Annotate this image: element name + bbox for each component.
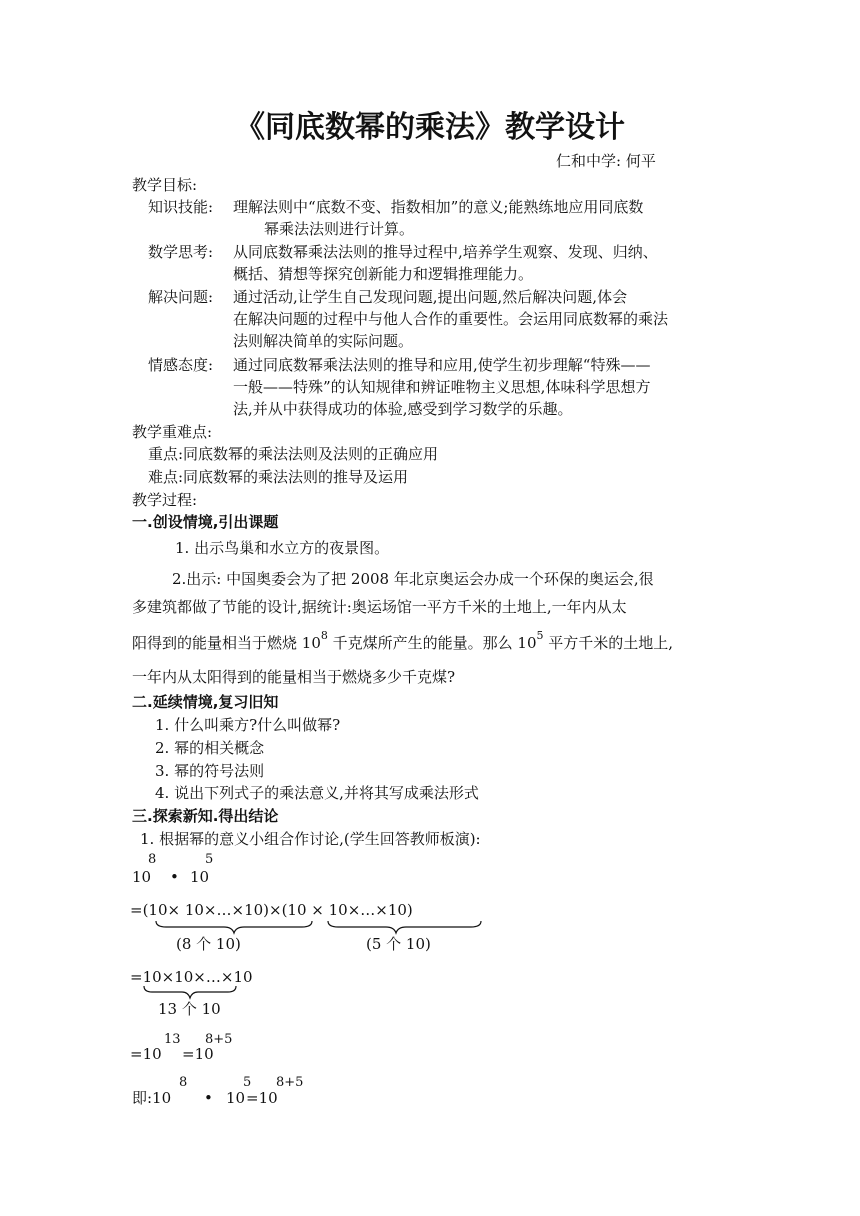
keypoint-text: 重点:同底数幂的乘法法则及法则的正确应用 (148, 445, 439, 463)
objective-text: 理解法则中“底数不变、指数相加”的意义;能熟练地应用同底数 (233, 198, 644, 216)
math-conclusion: 即:10 (132, 1089, 172, 1107)
objective-label: 数学思考: (148, 243, 214, 261)
math-product-line: =10×10×…×10 (130, 968, 253, 986)
objectives-heading: 教学目标: (132, 176, 198, 194)
exponent: 8 (148, 852, 157, 867)
objective-label: 情感态度: (148, 356, 214, 374)
section-heading-3: 三.探索新知.得出结论 (132, 807, 279, 825)
list-item: 2. 幂的相关概念 (155, 739, 265, 757)
exponent: 8+5 (276, 1075, 304, 1090)
brace-label: (5 个 10) (366, 935, 431, 953)
exponent: 5 (205, 852, 214, 867)
math-line: =10 (182, 1045, 214, 1063)
objective-text: 法则解决简单的实际问题。 (233, 332, 414, 350)
objective-label: 解决问题: (148, 288, 214, 306)
objective-text: 通过活动,让学生自己发现问题,提出问题,然后解决问题,体会 (233, 288, 628, 306)
math-conclusion: =10 (246, 1089, 278, 1107)
objective-text: 幂乘法法则进行计算。 (264, 220, 415, 238)
math-dot: • (204, 1089, 213, 1107)
brace-label: 13 个 10 (158, 1000, 221, 1018)
objective-text: 一般——特殊”的认知规律和辨证唯物主义思想,体味科学思想方 (233, 378, 651, 396)
keypoints-heading: 教学重难点: (132, 423, 213, 441)
section-heading-1: 一.创设情境,引出课题 (132, 513, 279, 531)
section-heading-2: 二.延续情境,复习旧知 (132, 693, 279, 711)
list-item: 1. 根据幂的意义小组合作讨论,(学生回答教师板演): (140, 830, 481, 848)
list-item: 1. 什么叫乘方?什么叫做幂? (155, 716, 341, 734)
exponent: 13 (164, 1032, 181, 1047)
document-title: 《同底数幂的乘法》教学设计 (235, 110, 625, 145)
objective-text: 通过同底数幂乘法法则的推导和应用,使学生初步理解“特殊—— (233, 356, 651, 374)
paragraph-line-with-powers: 阳得到的能量相当于燃烧 $10^8$ 千克煤所产生的能量。那么 $10^5$ 平方千米的土地上, (132, 629, 674, 652)
author-line: 仁和中学: 何平 (556, 152, 656, 170)
objective-text: 概括、猜想等探究创新能力和逻辑推理能力。 (233, 265, 534, 283)
difficulty-text: 难点:同底数幂的乘法法则的推导及运用 (148, 468, 409, 486)
objective-text: 在解决问题的过程中与他人合作的重要性。会运用同底数幂的乘法 (233, 310, 669, 328)
math-conclusion: 10 (226, 1089, 246, 1107)
list-item: 1. 出示鸟巢和水立方的夜景图。 (175, 539, 390, 557)
math-base: 10 (190, 868, 210, 886)
objective-text: 法,并从中获得成功的体验,感受到学习数学的乐趣。 (233, 400, 573, 418)
paragraph-line: 2.出示: 中国奥委会为了把 2008 年北京奥运会办成一个环保的奥运会,很 (172, 570, 654, 588)
exponent: 5 (536, 629, 544, 642)
math-line: =10 (130, 1045, 162, 1063)
objective-label: 知识技能: (148, 198, 214, 216)
math-dot: • (170, 868, 179, 886)
paragraph-line: 一年内从太阳得到的能量相当于燃烧多少千克煤? (132, 668, 456, 686)
math-expansion-line: =(10× 10×…×10)×(10 × 10×…×10) (130, 901, 413, 919)
brace-label: (8 个 10) (176, 935, 241, 953)
list-item: 3. 幂的符号法则 (155, 762, 265, 780)
objective-text: 从同底数幂乘法法则的推导过程中,培养学生观察、发现、归纳、 (233, 243, 658, 261)
exponent: 8+5 (205, 1032, 233, 1047)
paragraph-line: 多建筑都做了节能的设计,据统计:奥运场馆一平方千米的土地上,一年内从太 (132, 598, 627, 616)
exponent: 5 (243, 1075, 252, 1090)
list-item: 4. 说出下列式子的乘法意义,并将其写成乘法形式 (155, 784, 479, 802)
process-heading: 教学过程: (132, 491, 198, 509)
exponent: 8 (320, 629, 328, 642)
math-base: 10 (132, 868, 152, 886)
exponent: 8 (179, 1075, 188, 1090)
